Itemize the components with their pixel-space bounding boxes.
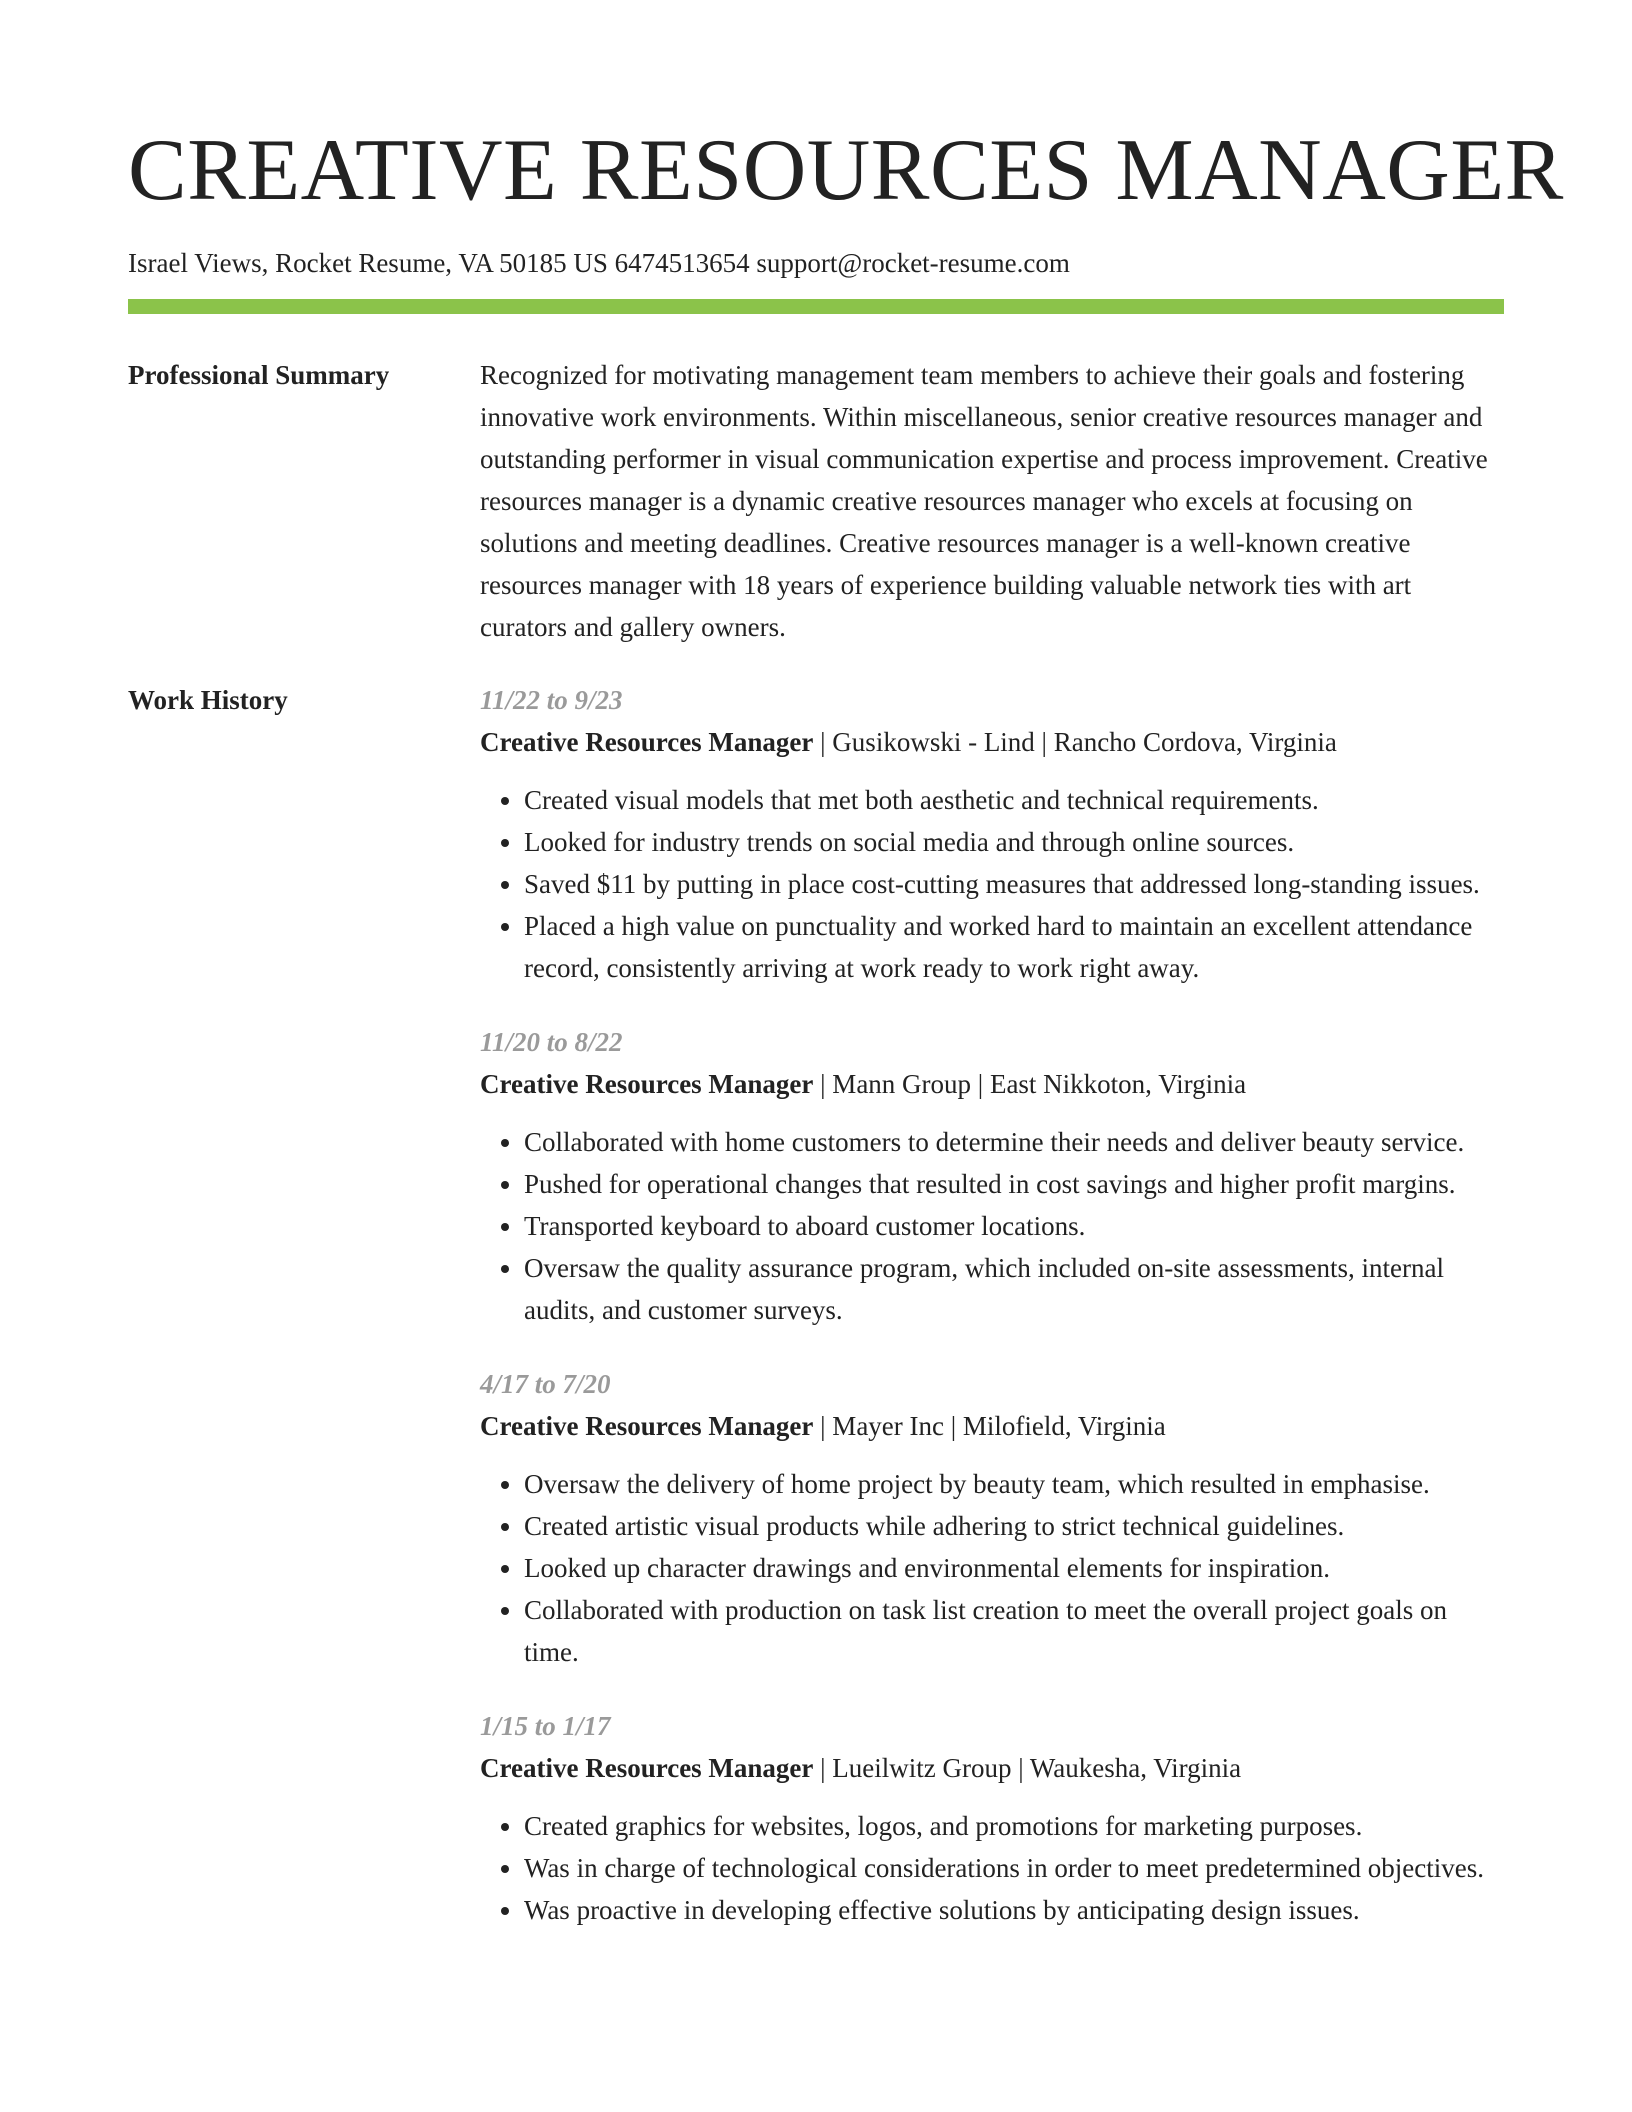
job-bullet: • Created artistic visual products while adhering to strict technical guidelines. bbox=[524, 1505, 1504, 1547]
job-bullet: • Was proactive in developing effective solutions by anticipating design issues. bbox=[524, 1889, 1504, 1931]
job-title: Creative Resources Manager bbox=[480, 1411, 814, 1441]
work-history-section-label: Work History bbox=[128, 685, 288, 715]
job-dates: 1/15 to 1/17 bbox=[480, 1711, 611, 1741]
job-bullet-list bbox=[480, 1805, 1504, 1931]
summary-section bbox=[128, 354, 1504, 648]
work-history-section bbox=[128, 679, 1504, 1963]
job-title-line bbox=[480, 1747, 1504, 1789]
job-bullet: • Collaborated with production on task list creation to meet the overall project goals on time. bbox=[524, 1589, 1504, 1673]
job-bullet: • Created graphics for websites, logos, and promotions for marketing purposes. bbox=[524, 1805, 1504, 1847]
job-entry bbox=[480, 1021, 1504, 1331]
job-title: Creative Resources Manager bbox=[480, 1753, 814, 1783]
job-bullet: • Saved $11 by putting in place cost-cutting measures that addressed long-standing issues. bbox=[524, 863, 1504, 905]
job-entry bbox=[480, 1705, 1504, 1931]
job-title: Creative Resources Manager bbox=[480, 1069, 814, 1099]
contact-line: Israel Views, Rocket Resume, VA 50185 US 6474513654 support@rocket-resume.com bbox=[128, 248, 1070, 278]
job-bullet: • Collaborated with home customers to determine their needs and deliver beauty service. bbox=[524, 1121, 1504, 1163]
resume-name-heading: CREATIVE RESOURCES MANAGER bbox=[128, 122, 1564, 219]
job-dates: 11/20 to 8/22 bbox=[480, 1027, 623, 1057]
job-bullet: • Looked for industry trends on social media and through online sources. bbox=[524, 821, 1504, 863]
job-title: Creative Resources Manager bbox=[480, 727, 814, 757]
job-title-line bbox=[480, 1405, 1504, 1447]
job-company-location: | Lueilwitz Group | Waukesha, Virginia bbox=[813, 1753, 1242, 1783]
job-bullet: • Was in charge of technological considerations in order to meet predetermined objectives. bbox=[524, 1847, 1504, 1889]
job-bullet-list bbox=[480, 779, 1504, 989]
summary-text: Recognized for motivating management team members to achieve their goals and fostering innovative work environments. Within miscellaneous, senior creative resources manager and outstanding performer in visual communication expertise and process improvement. Creative resources manager is a dynamic creative resources manager who excels at focusing on solutions and meeting deadlines. Creative resources manager is a well-known creative resources manager with 18 years of experience building valuable network ties with art curators and gallery owners. bbox=[480, 360, 1488, 642]
job-company-location: | Mann Group | East Nikkoton, Virginia bbox=[813, 1069, 1247, 1099]
job-bullet: • Created visual models that met both aesthetic and technical requirements. bbox=[524, 779, 1504, 821]
job-bullet: • Pushed for operational changes that resulted in cost savings and higher profit margins. bbox=[524, 1163, 1504, 1205]
summary-section-label: Professional Summary bbox=[128, 360, 390, 390]
accent-divider bbox=[128, 299, 1504, 314]
job-title-line bbox=[480, 721, 1504, 763]
job-bullet: • Looked up character drawings and environmental elements for inspiration. bbox=[524, 1547, 1504, 1589]
job-bullet: • Oversaw the quality assurance program, which included on-site assessments, internal audits, and customer surveys. bbox=[524, 1247, 1504, 1331]
job-bullet: • Oversaw the delivery of home project by beauty team, which resulted in emphasise. bbox=[524, 1463, 1504, 1505]
job-bullet-list bbox=[480, 1121, 1504, 1331]
job-bullet-list bbox=[480, 1463, 1504, 1673]
job-dates: 4/17 to 7/20 bbox=[480, 1369, 611, 1399]
resume-page bbox=[128, 0, 1564, 1963]
job-bullet: • Transported keyboard to aboard customer locations. bbox=[524, 1205, 1504, 1247]
work-history-section-body bbox=[480, 679, 1504, 1963]
job-title-line bbox=[480, 1063, 1504, 1105]
job-bullet: • Placed a high value on punctuality and worked hard to maintain an excellent attendance record, consistently arriving at work ready to work right away. bbox=[524, 905, 1504, 989]
job-entry bbox=[480, 679, 1504, 989]
job-dates: 11/22 to 9/23 bbox=[480, 685, 623, 715]
job-entry bbox=[480, 1363, 1504, 1673]
job-company-location: | Mayer Inc | Milofield, Virginia bbox=[813, 1411, 1166, 1441]
summary-section-body bbox=[480, 354, 1504, 648]
job-company-location: | Gusikowski - Lind | Rancho Cordova, Virginia bbox=[813, 727, 1337, 757]
